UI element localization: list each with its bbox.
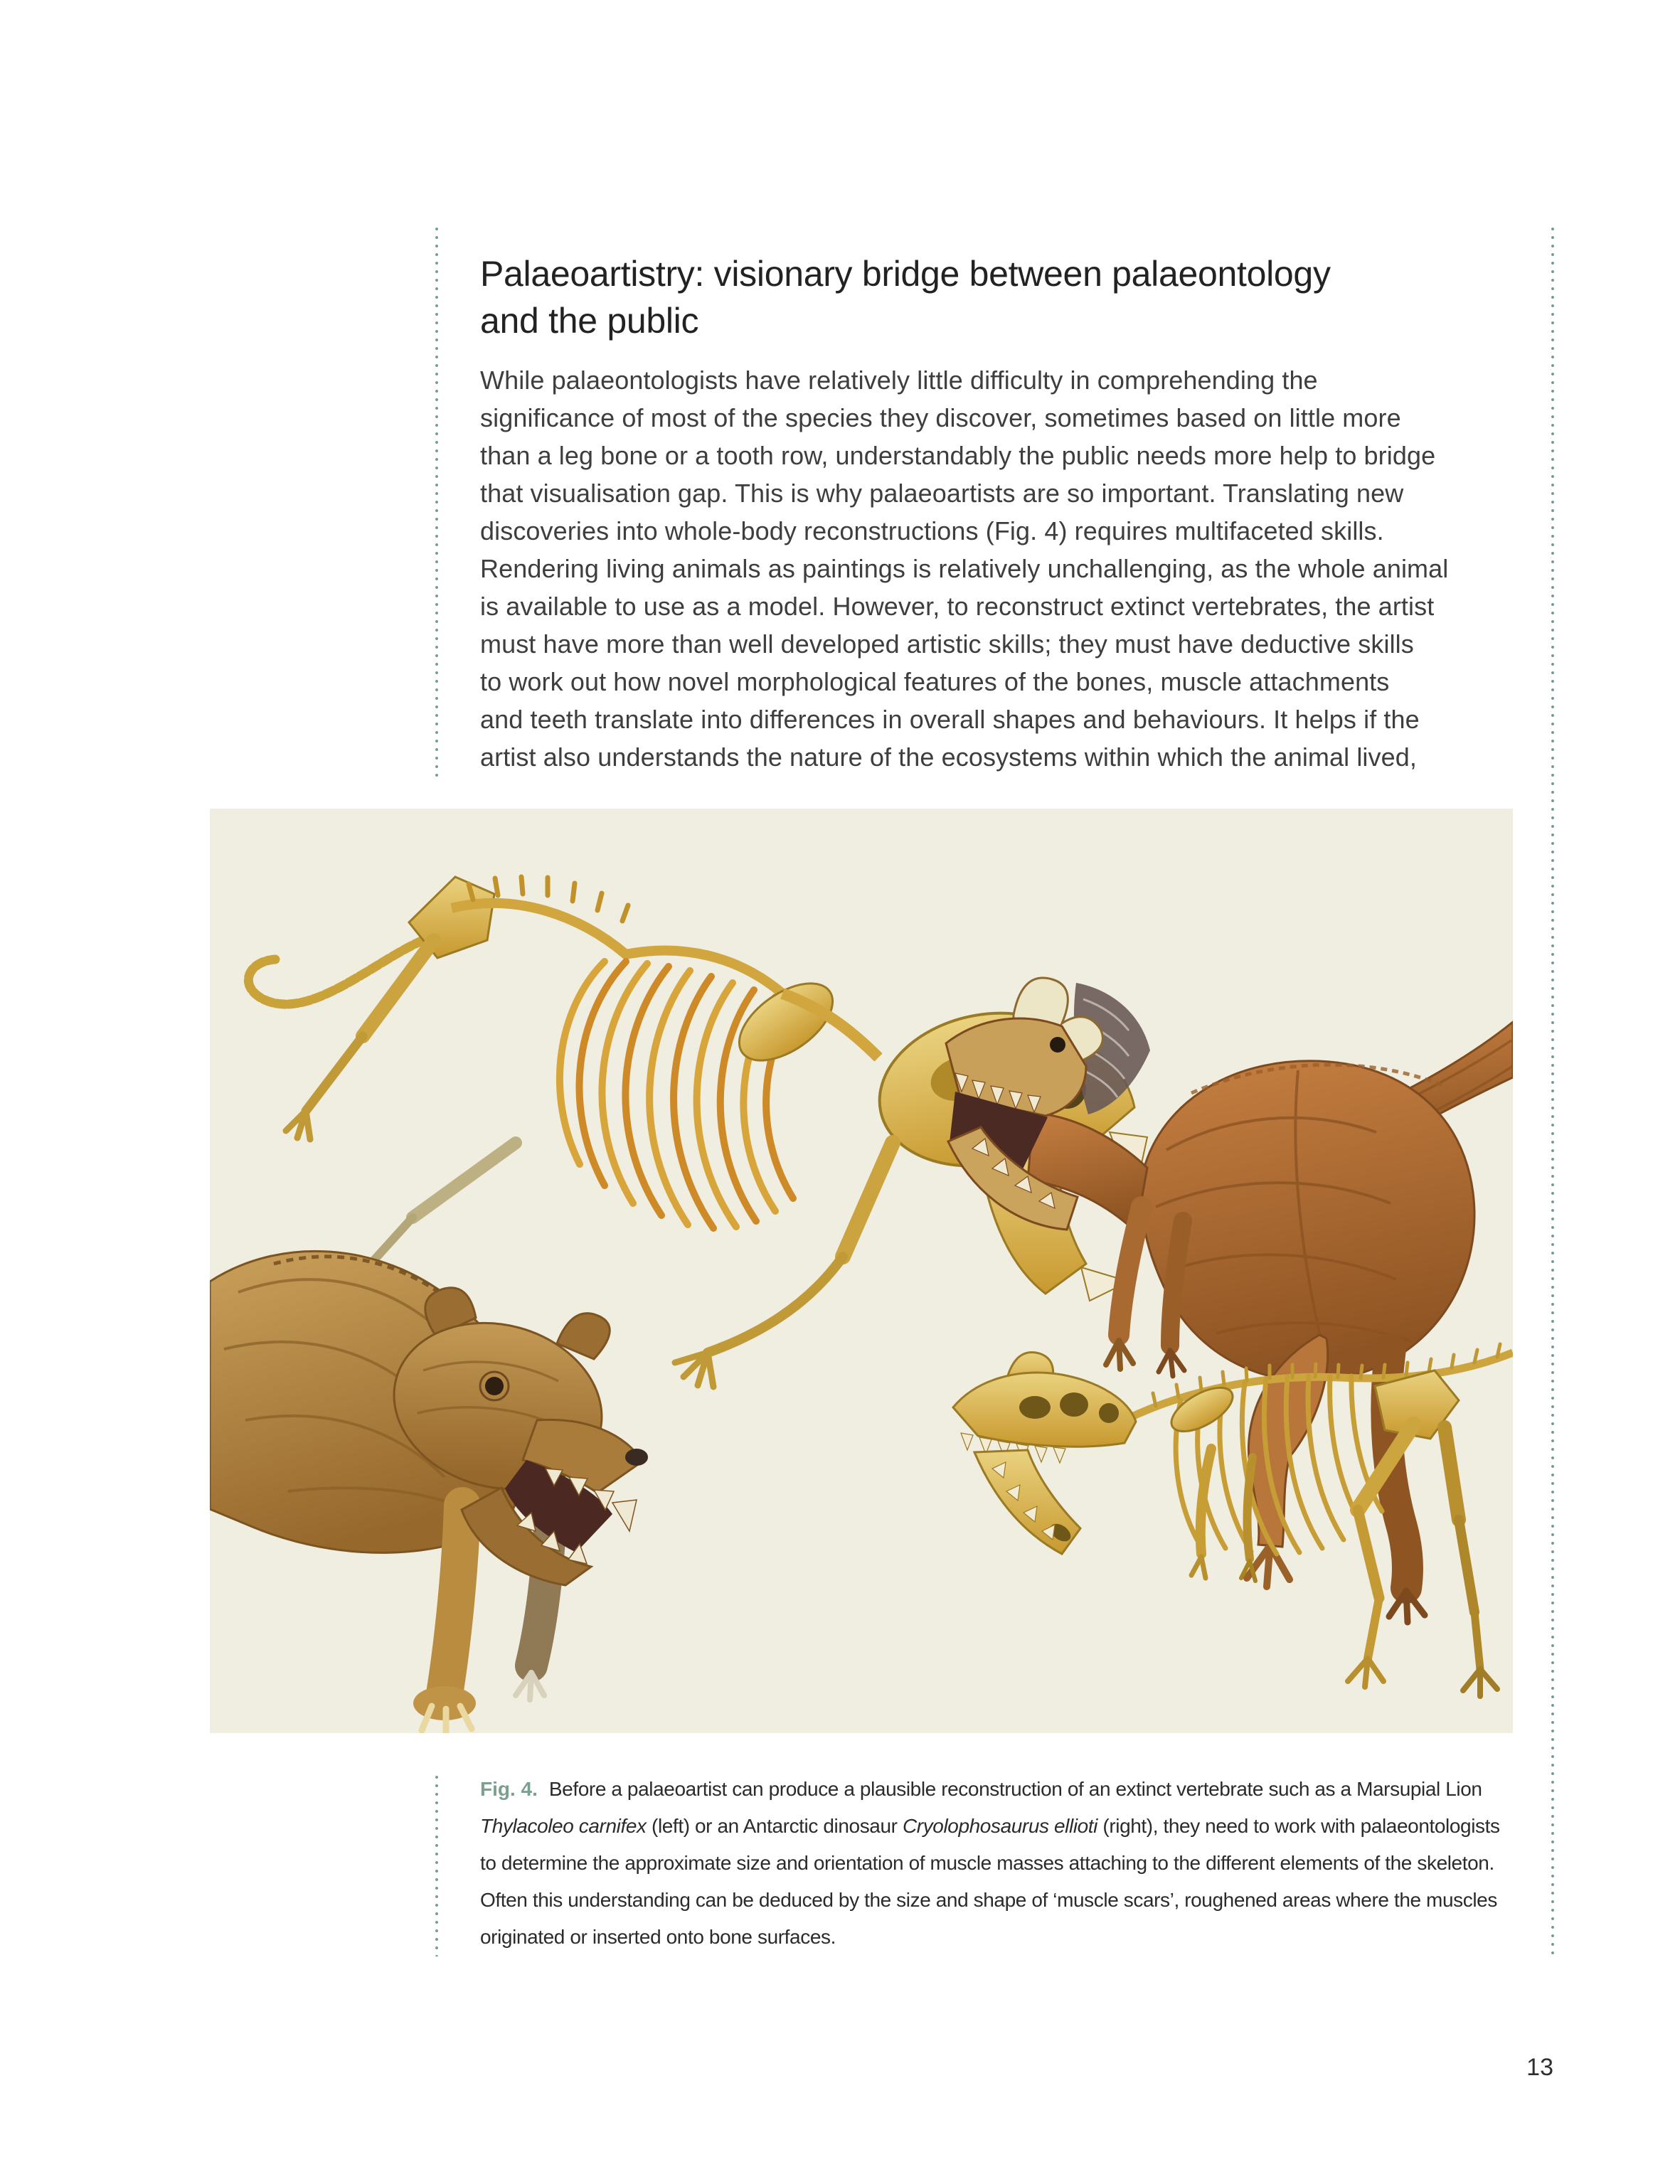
- cryolophosaurus-skeleton-panel: [953, 1344, 1513, 1696]
- figure-caption-label: Fig. 4.: [480, 1778, 538, 1800]
- page-number: 13: [1526, 2054, 1553, 2081]
- body-line: discoveries into whole-body reconstructions (Fig. 4) requires multifaceted skills.: [480, 516, 1384, 545]
- caption-line-5: originated or inserted onto bone surfaces.: [480, 1926, 836, 1948]
- body-line: artist also understands the nature of the ecosystems within which the animal lived,: [480, 742, 1417, 772]
- species-name-italic: Thylacoleo carnifex: [480, 1815, 647, 1837]
- species-name-italic: Cryolophosaurus ellioti: [902, 1815, 1098, 1837]
- left-dotted-rule-bottom: [435, 1773, 439, 1956]
- caption-line-1: [480, 1771, 1526, 1808]
- body-line: than a leg bone or a tooth row, understandably the public needs more help to bridge: [480, 441, 1436, 470]
- right-dotted-rule: [1551, 225, 1555, 1957]
- body-line: While palaeontologists have relatively little difficulty in comprehending the: [480, 366, 1318, 395]
- body-paragraph: [480, 361, 1547, 776]
- figure-caption: [480, 1771, 1526, 1956]
- body-line: must have more than well developed artistic skills; they must have deductive skills: [480, 629, 1414, 659]
- body-line: is available to use as a model. However, to reconstruct extinct vertebrates, the artist: [480, 592, 1435, 621]
- figure-4-illustration: [210, 809, 1513, 1733]
- caption-line-4: Often this understanding can be deduced by the size and shape of ‘muscle scars’, roughened areas where the muscles: [480, 1889, 1497, 1911]
- caption-line-3: to determine the approximate size and orientation of muscle masses attaching to the different elements of the skeleton.: [480, 1852, 1494, 1874]
- page-title-line-1: Palaeoartistry: visionary bridge between palaeontology: [480, 254, 1331, 294]
- caption-text: Before a palaeoartist can produce a plausible reconstruction of an extinct vertebrate such as a Marsupial Lion: [548, 1778, 1482, 1800]
- body-line: and teeth translate into differences in overall shapes and behaviours. It helps if the: [480, 705, 1420, 734]
- caption-line-2: [480, 1808, 1526, 1845]
- caption-text: (left) or an Antarctic dinosaur: [646, 1815, 903, 1837]
- left-dotted-rule-top: [435, 225, 439, 778]
- body-line: Rendering living animals as paintings is relatively unchallenging, as the whole animal: [480, 554, 1449, 583]
- body-line: to work out how novel morphological features of the bones, muscle attachments: [480, 667, 1390, 696]
- body-line: significance of most of the species they discover, sometimes based on little more: [480, 403, 1401, 432]
- body-line: that visualisation gap. This is why palaeoartists are so important. Translating new: [480, 479, 1404, 508]
- page-title: [480, 250, 1533, 344]
- page-title-line-2: and the public: [480, 301, 699, 341]
- figure-4-painting: [210, 809, 1513, 1733]
- caption-text: (right), they need to work with palaeontologists: [1097, 1815, 1500, 1837]
- marsupial-lion-musculature-panel: [210, 1251, 648, 1733]
